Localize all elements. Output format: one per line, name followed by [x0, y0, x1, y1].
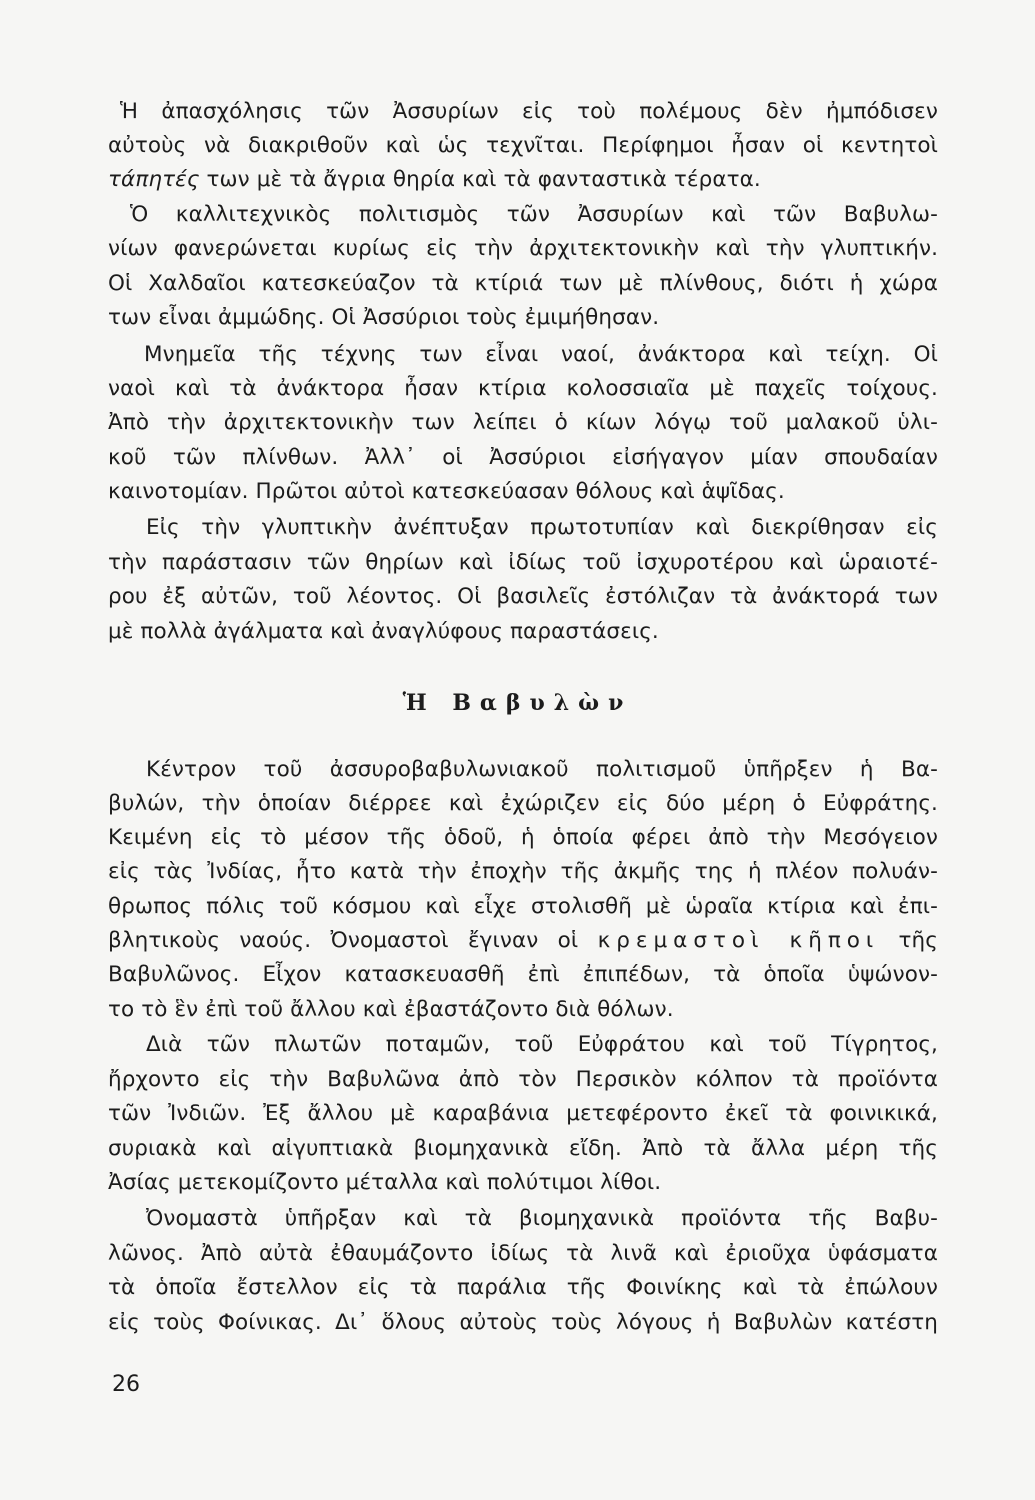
text-line — [108, 163, 938, 197]
spaced-term: κρεμαστοὶ κῆποι — [597, 928, 880, 953]
text-line: των εἶναι ἀμμώδης. Οἱ Ἀσσύριοι τοὺς ἐμιμήθησαν. — [108, 305, 660, 330]
text-line: καινοτομίαν. Πρῶτοι αὐτοὶ κατεσκεύασαν θόλους καὶ ἁψῖδας. — [108, 479, 785, 504]
text-line: θρωπος πόλις τοῦ κόσμου καὶ εἶχε στολισθῆ μὲ ὡραῖα κτίρια καὶ ἐπι- — [108, 894, 938, 919]
text-line: εἰς τὰς Ἰνδίας, ἦτο κατὰ τὴν ἐποχὴν τῆς ἀκμῆς της ἡ πλέον πολυάν- — [108, 859, 938, 884]
text-segment: βλητικοὺς ναούς. Ὀνομαστοὶ ἔγιναν οἱ — [108, 928, 598, 953]
text-line: Ὁ καλλιτεχνικὸς πολιτισμὸς τῶν Ἀσσυρίων καὶ τῶν Βαβυλω- — [130, 202, 938, 227]
text-line: Εἰς τὴν γλυπτικὴν ἀνέπτυξαν πρωτοτυπίαν καὶ διεκρίθησαν εἰς — [146, 515, 938, 540]
text-line: συριακὰ καὶ αἰγυπτιακὰ βιομηχανικὰ εἴδη. Ἀπὸ τὰ ἄλλα μέρη τῆς — [108, 1136, 938, 1161]
text-line: Ἡ ἀπασχόλησις τῶν Ἀσσυρίων εἰς τοὺ πολέμους δὲν ἠμπόδισεν — [120, 99, 938, 124]
text-line: Διὰ τῶν πλωτῶν ποταμῶν, τοῦ Εὐφράτου καὶ τοῦ Τίγρητος, — [146, 1032, 938, 1057]
text-line: Οἱ Χαλδαῖοι κατεσκεύαζον τὰ κτίριά των μὲ πλίνθους, διότι ἡ χώρα — [108, 271, 938, 296]
text-line: ρου ἐξ αὐτῶν, τοῦ λέοντος. Οἱ βασιλεῖς ἐστόλιζαν τὰ ἀνάκτορά των — [108, 584, 938, 609]
text-line: τὰ ὁποῖα ἔστελλον εἰς τὰ παράλια τῆς Φοινίκης καὶ τὰ ἐπώλουν — [108, 1275, 938, 1300]
text-line: Ἀπὸ τὴν ἀρχιτεκτονικὴν των λείπει ὁ κίων λόγῳ τοῦ μαλακοῦ ὑλι- — [108, 410, 938, 435]
text-line: ἤρχοντο εἰς τὴν Βαβυλῶνα ἀπὸ τὸν Περσικὸν κόλπον τὰ προϊόντα — [108, 1067, 938, 1092]
text-line: μὲ πολλὰ ἀγάλματα καὶ ἀναγλύφους παραστάσεις. — [108, 619, 659, 644]
text-line — [108, 924, 938, 958]
page-number: 26 — [112, 1372, 140, 1397]
section-heading: Ἡ Βαβυλὼν — [402, 690, 633, 716]
text-line: Κέντρον τοῦ ἀσσυροβαβυλωνιακοῦ πολιτισμοῦ ὑπῆρξεν ἡ Βα- — [146, 757, 938, 782]
text-segment: τῆς — [879, 928, 938, 953]
text-line: λῶνος. Ἀπὸ αὐτὰ ἐθαυμάζοντο ἰδίως τὰ λινᾶ καὶ ἐριοῦχα ὑφάσματα — [108, 1241, 938, 1266]
text-line: αὐτοὺς νὰ διακριθοῦν καὶ ὡς τεχνῖται. Περίφημοι ἦσαν οἱ κεντητοὶ — [108, 133, 938, 158]
text-segment: των μὲ τὰ ἄγρια θηρία καὶ τὰ φανταστικὰ τέρατα. — [199, 167, 761, 192]
text-line: Ὀνομαστὰ ὑπῆρξαν καὶ τὰ βιομηχανικὰ προϊόντα τῆς Βαβυ- — [146, 1206, 938, 1231]
text-line: Κειμένη εἰς τὸ μέσον τῆς ὁδοῦ, ἡ ὁποία φέρει ἀπὸ τὴν Μεσόγειον — [108, 825, 938, 850]
text-line: νίων φανερώνεται κυρίως εἰς τὴν ἀρχιτεκτονικὴν καὶ τὴν γλυπτικήν. — [108, 236, 938, 261]
text-line: το τὸ ἓν ἐπὶ τοῦ ἄλλου καὶ ἐβαστάζοντο διὰ θόλων. — [108, 997, 674, 1022]
text-line: ναοὶ καὶ τὰ ἀνάκτορα ἦσαν κτίρια κολοσσιαῖα μὲ παχεῖς τοίχους. — [108, 376, 938, 401]
text-line: βυλών, τὴν ὁποίαν διέρρεε καὶ ἐχώριζεν εἰς δύο μέρη ὁ Εὐφράτης. — [108, 791, 938, 816]
text-line: τὴν παράστασιν τῶν θηρίων καὶ ἰδίως τοῦ ἰσχυροτέρου καὶ ὡραιοτέ- — [108, 550, 938, 575]
text-line: Βαβυλῶνος. Εἶχον κατασκευασθῆ ἐπὶ ἐπιπέδων, τὰ ὁποῖα ὑψώνον- — [108, 962, 938, 987]
text-line: εἰς τοὺς Φοίνικας. Δι᾽ ὅλους αὐτοὺς τοὺς λόγους ἡ Βαβυλὼν κατέστη — [108, 1310, 938, 1335]
text-line: τῶν Ἰνδιῶν. Ἐξ ἄλλου μὲ καραβάνια μετεφέροντο ἐκεῖ τὰ φοινικικά, — [108, 1101, 938, 1126]
text-line: Μνημεῖα τῆς τέχνης των εἶναι ναοί, ἀνάκτορα καὶ τείχη. Οἱ — [144, 342, 938, 367]
italic-term: τάπητές — [108, 167, 200, 192]
text-line: Ἀσίας μετεκομίζοντο μέταλλα καὶ πολύτιμοι λίθοι. — [108, 1170, 662, 1195]
text-line: κοῦ τῶν πλίνθων. Ἀλλ᾽ οἱ Ἀσσύριοι εἰσήγαγον μίαν σπουδαίαν — [108, 445, 938, 470]
